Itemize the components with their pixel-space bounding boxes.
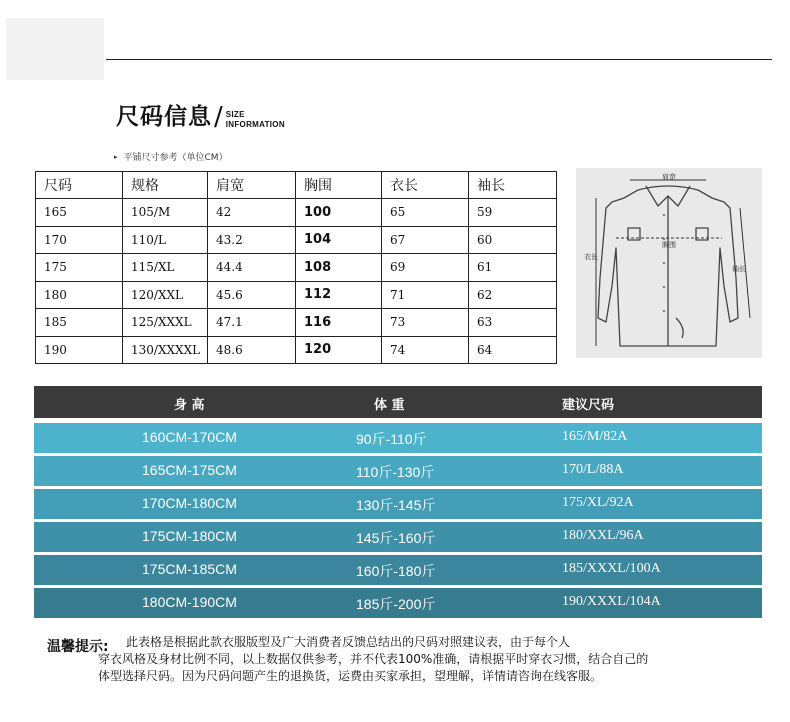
tip-label: 温馨提示:	[47, 639, 109, 655]
cell-size: 185	[36, 309, 123, 337]
section-title	[116, 104, 285, 130]
table-row	[36, 281, 557, 309]
title-chinese: 尺码信息	[116, 104, 212, 130]
header-placeholder-block	[6, 18, 104, 80]
cell-spec: 105/M	[123, 199, 208, 227]
recommend-height: 165CM-175CM	[142, 462, 237, 478]
title-slash: /	[214, 102, 223, 132]
cell-size: 180	[36, 281, 123, 309]
recommend-height: 175CM-180CM	[142, 528, 237, 544]
bullet-triangle-icon: ▸	[114, 152, 118, 161]
table-row	[36, 336, 557, 364]
cell-spec: 120/XXL	[123, 281, 208, 309]
tip-line: 体型选择尺码。因为尺码问题产生的退换货，运费由买家承担，望理解，详情请咨询在线客服。	[98, 669, 603, 683]
cell-length: 74	[382, 336, 469, 364]
recommend-weight: 185斤-200斤	[356, 596, 436, 612]
diagram-label-shoulder: 肩宽	[662, 173, 676, 181]
recommend-size: 185/XXXL/100A	[562, 561, 661, 576]
cell-length: 71	[382, 281, 469, 309]
recommend-row	[34, 588, 762, 618]
recommend-row	[34, 456, 762, 486]
cell-chest: 116	[296, 309, 382, 337]
cell-sleeve: 61	[469, 254, 557, 282]
cell-size: 175	[36, 254, 123, 282]
tip-line: 此表格是根据此款衣服版型及广大消费者反馈总结出的尺码对照建议表，由于每个人	[126, 635, 571, 649]
title-english	[226, 110, 285, 130]
cell-spec: 115/XL	[123, 254, 208, 282]
shirt-outline-icon	[576, 168, 762, 358]
cell-chest: 100	[296, 199, 382, 227]
cell-shoulder: 43.2	[208, 226, 296, 254]
cell-length: 67	[382, 226, 469, 254]
cell-spec: 130/XXXXL	[123, 336, 208, 364]
recommend-weight: 110斤-130斤	[356, 464, 435, 480]
top-divider	[106, 59, 772, 60]
table-row	[36, 309, 557, 337]
header-shoulder: 肩宽	[208, 172, 296, 199]
recommend-weight: 160斤-180斤	[356, 563, 436, 579]
cell-sleeve: 59	[469, 199, 557, 227]
table-row	[36, 254, 557, 282]
cell-length: 65	[382, 199, 469, 227]
cell-length: 73	[382, 309, 469, 337]
recommend-size: 190/XXXL/104A	[562, 594, 661, 609]
diagram-label-sleeve: 袖长	[732, 265, 746, 273]
title-english-line1: SIZE	[225, 110, 245, 119]
recommend-header	[34, 386, 762, 418]
recommend-row	[34, 555, 762, 585]
cell-chest: 112	[296, 281, 382, 309]
measurement-note	[114, 150, 228, 163]
cell-sleeve: 64	[469, 336, 557, 364]
size-table-header-row	[36, 172, 557, 199]
cell-shoulder: 42	[208, 199, 296, 227]
recommend-height: 160CM-170CM	[142, 429, 237, 445]
cell-size: 170	[36, 226, 123, 254]
recommend-weight: 130斤-145斤	[356, 497, 436, 513]
recommend-size: 165/M/82A	[562, 429, 628, 444]
cell-sleeve: 60	[469, 226, 557, 254]
cell-chest: 104	[296, 226, 382, 254]
header-length: 衣长	[382, 172, 469, 199]
header-sleeve: 袖长	[469, 172, 557, 199]
recommend-size: 175/XL/92A	[562, 495, 634, 510]
recommend-weight: 145斤-160斤	[356, 530, 436, 546]
cell-shoulder: 47.1	[208, 309, 296, 337]
cell-sleeve: 63	[469, 309, 557, 337]
recommend-height: 170CM-180CM	[142, 495, 237, 511]
cell-size: 165	[36, 199, 123, 227]
header-spec: 规格	[123, 172, 208, 199]
cell-length: 69	[382, 254, 469, 282]
recommend-weight: 90斤-110斤	[356, 431, 427, 447]
table-row	[36, 199, 557, 227]
header-size: 尺码	[36, 172, 123, 199]
recommend-size: 170/L/88A	[562, 462, 624, 477]
cell-chest: 120	[296, 336, 382, 364]
cell-spec: 110/L	[123, 226, 208, 254]
shirt-measurement-diagram	[576, 168, 762, 358]
tip-line: 穿衣风格及身材比例不同，以上数据仅供参考，并不代表100%准确，请根据平时穿衣习惯，结合自己的	[98, 652, 649, 666]
recommend-height: 175CM-185CM	[142, 561, 237, 577]
recommend-row	[34, 423, 762, 453]
cell-shoulder: 48.6	[208, 336, 296, 364]
recommend-size: 180/XXL/96A	[562, 528, 644, 543]
size-table	[35, 171, 557, 364]
cell-sleeve: 62	[469, 281, 557, 309]
recommend-height: 180CM-190CM	[142, 594, 237, 610]
diagram-label-length: 衣长	[584, 253, 598, 261]
recommend-header-size: 建议尺码	[562, 398, 615, 413]
recommend-header-weight: 体 重	[374, 398, 405, 413]
diagram-label-chest: 胸围	[662, 241, 676, 249]
cell-size: 190	[36, 336, 123, 364]
recommend-header-height: 身 高	[174, 398, 205, 413]
title-english-line2: INFORMATION	[225, 120, 285, 129]
recommend-row	[34, 489, 762, 519]
cell-spec: 125/XXXL	[123, 309, 208, 337]
recommend-row	[34, 522, 762, 552]
table-row	[36, 226, 557, 254]
tip-text	[98, 634, 766, 685]
header-chest: 胸围	[296, 172, 382, 199]
cell-shoulder: 44.4	[208, 254, 296, 282]
cell-shoulder: 45.6	[208, 281, 296, 309]
cell-chest: 108	[296, 254, 382, 282]
note-text: 平铺尺寸参考（单位CM）	[123, 153, 228, 163]
